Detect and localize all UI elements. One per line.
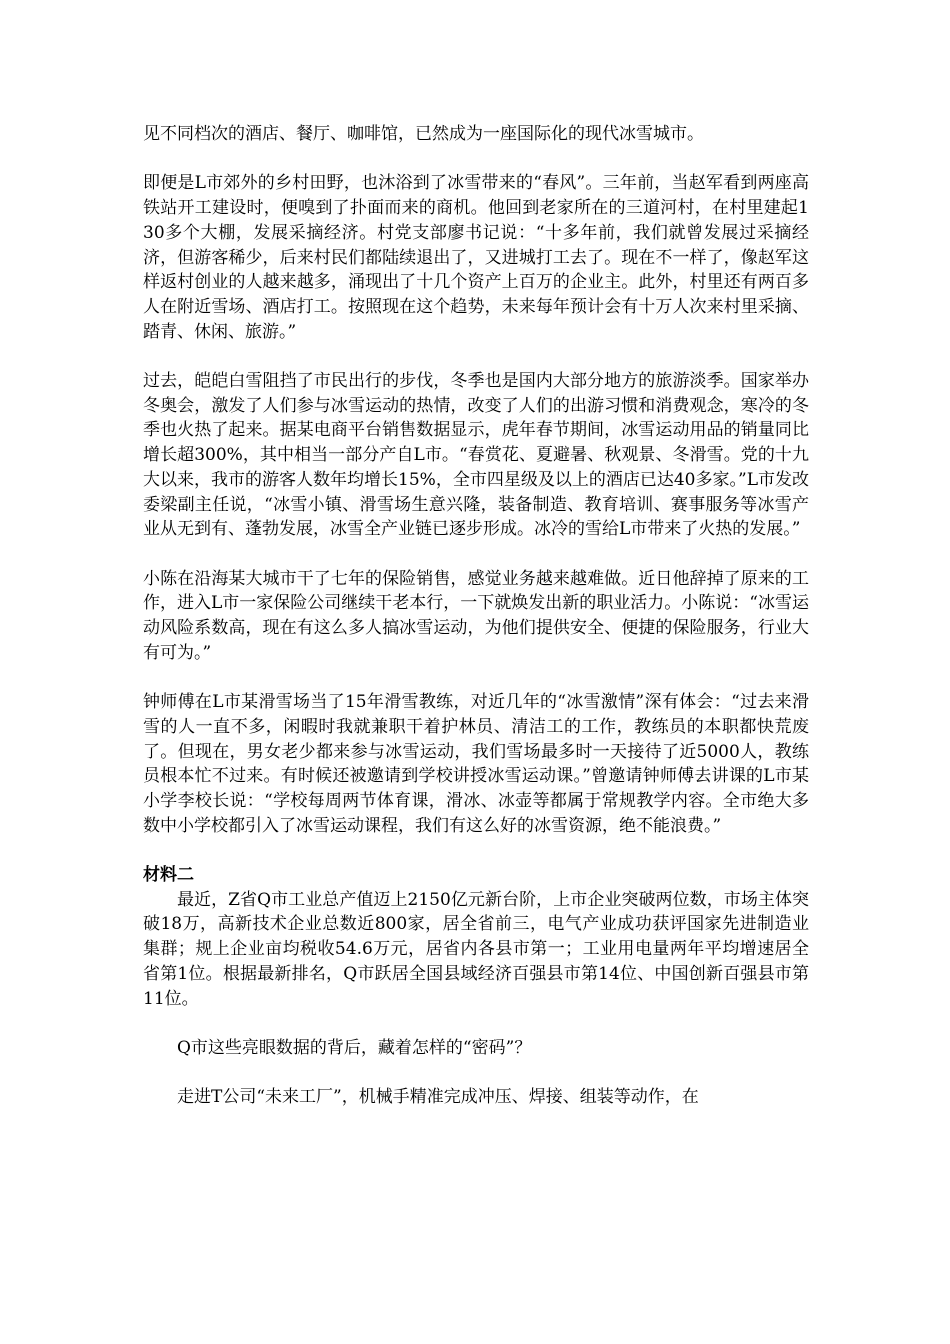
paragraph-future-factory: 走进T公司“未来工厂”，机械手精准完成冲压、焊接、组装等动作，在	[177, 1087, 699, 1108]
paragraph-question: Q市这些亮眼数据的背后，藏着怎样的“密码”？	[177, 1037, 532, 1058]
paragraph-tourism: 过去，皑皑白雪阻挡了市民出行的步伐，冬季也是国内大部分地方的旅游淡季。国家举办冬奥会，激发了人们参与冰雪运动的热情，改变了人们的出游习惯和消费观念，寒冷的冬季也火热了起来。据某电商平台销售数据显示，虎年春节期间，冰雪运动用品的销量同比增长超300%，其中相当一部分产自L市。“春赏花、夏避暑、秋观景、冬滑雪。党的十九大以来，我市的游客人数年均增长15%，全市四星级及以上的酒店已达40多家。”L市发改委梁副主任说，“冰雪小镇、滑雪场生意兴隆，装备制造、教育培训、赛事服务等冰雪产业从无到有、蓬勃发展，冰雪全产业链已逐步形成。冰冷的雪给L市带来了火热的发展。”	[143, 371, 809, 540]
paragraph-gap	[143, 1011, 809, 1036]
paragraph-industry-output: 最近，Z省Q市工业总产值迈上2150亿元新台阶，上市企业突破两位数，市场主体突破18万，高新技术企业总数近800家，居全省前三，电气产业成功获评国家先进制造业集群；规上企业亩均税收54.6万元，居省内各县市第一；工业用电量两年平均增速居全省第1位。根据最新排名，Q市跃居全国县域经济百强县市第14位、中国创新百强县市第11位。	[143, 889, 809, 1009]
paragraph-gap	[143, 1061, 809, 1086]
paragraph-hotels: 见不同档次的酒店、餐厅、咖啡馆，已然成为一座国际化的现代冰雪城市。	[143, 124, 704, 144]
paragraph-gap	[143, 665, 809, 690]
paragraph-gap	[143, 344, 809, 369]
paragraph-gap	[143, 542, 809, 567]
paragraph-countryside: 即便是L市郊外的乡村田野，也沐浴到了冰雪带来的“春风”。三年前，当赵军看到两座高铁站开工建设时，便嗅到了扑面而来的商机。他回到老家所在的三道河村，在村里建起130多个大棚，发展采摘经济。村党支部廖书记说：“十多年前，我们就曾发展过采摘经济，但游客稀少，后来村民们都陆续退出了，又进城打工去了。现在不一样了，像赵军这样返村创业的人越来越多，涌现出了十几个资产上百万的企业主。此外，村里还有两百多人在附近雪场、酒店打工。按照现在这个趋势，未来每年预计会有十万人次来村里采摘、踏青、休闲、旅游。”	[143, 173, 809, 342]
paragraph-insurance: 小陈在沿海某大城市干了七年的保险销售，感觉业务越来越难做。近日他辞掉了原来的工作，进入L市一家保险公司继续干老本行，一下就焕发出新的职业活力。小陈说：“冰雪运动风险系数高，现在有这么多人搞冰雪运动，为他们提供安全、便捷的保险服务，行业大有可为。”	[143, 568, 809, 663]
paragraph-gap	[143, 838, 809, 863]
paragraph-gap	[143, 147, 809, 172]
document-body	[143, 122, 809, 1110]
paragraph-coach: 钟师傅在L市某滑雪场当了15年滑雪教练，对近几年的“冰雪激情”深有体会：“过去来滑雪的人一直不多，闲暇时我就兼职干着护林员、清洁工的工作，教练员的本职都快荒废了。但现在，男女老少都来参与冰雪运动，我们雪场最多时一天接待了近5000人，教练员根本忙不过来。有时候还被邀请到学校讲授冰雪运动课。”曾邀请钟师傅去讲课的L市某小学李校长说：“学校每周两节体育课，滑冰、冰壶等都属于常规教学内容。全市绝大多数中小学校都引入了冰雪运动课程，我们有这么好的冰雪资源，绝不能浪费。”	[143, 692, 809, 836]
material-two-heading: 材料二	[143, 865, 194, 886]
